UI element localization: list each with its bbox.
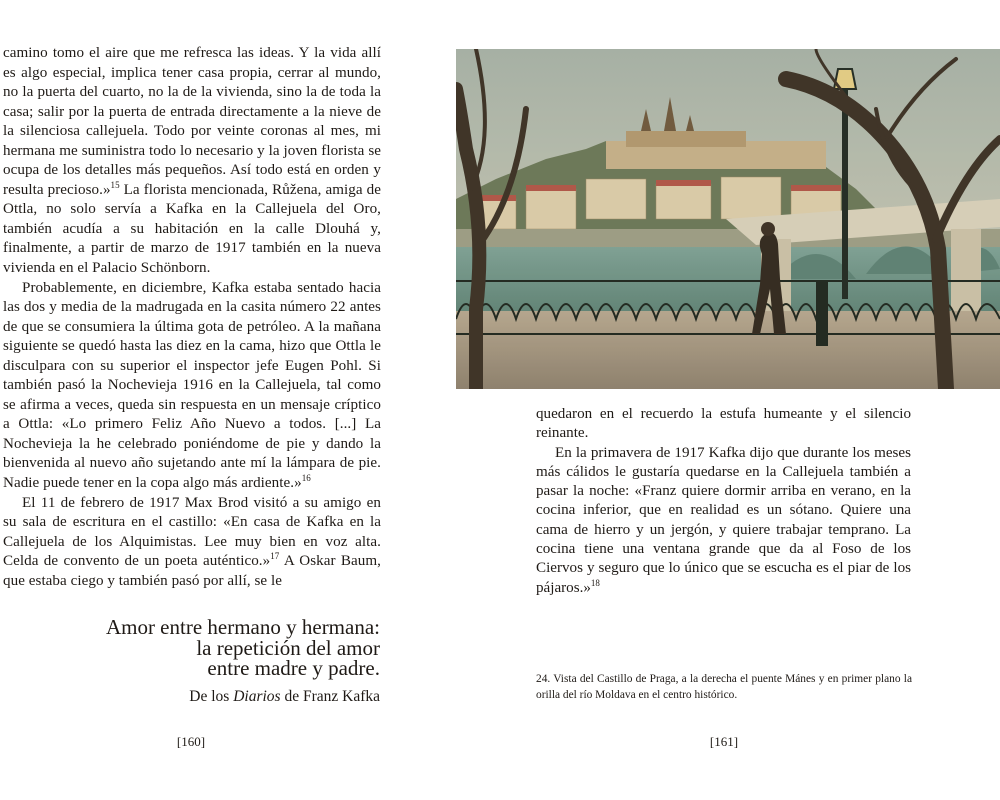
paragraph: Probablemente, en diciembre, Kafka estaba sentado hacia las dos y media de la madrugada en la casita número 22 antes de que se consumiera la última gota de petróleo. A la mañana siguiente se quedó hasta las diez en la cama, hizo que Ottla le disculpara con su superior el inspector jefe Eugen Pohl. Si también pasó la Nochevieja 1916 en la Callejuela, tal como se afirma a veces, queda sin respuesta en un mensaje críptico a Ottla: «Lo primero Feliz Año Nuevo a todos. [...] La Nochevieja la he celebrado poniéndome de pie y dando la bienvenida al nuevo año sujetando ante mí la lámpara de pie. Nadie puede tener en la copa algo más ardiente.»$^{16}$ <box>3 279 381 492</box>
page-number-left: [160] <box>176 734 206 749</box>
footnote-ref[interactable]: 17 <box>270 551 280 562</box>
quote-line: Amor entre hermano y hermana: <box>105 615 380 639</box>
footnote-ref[interactable]: 15 <box>110 179 120 190</box>
paragraph: En la primavera de 1917 Kafka dijo que durante los meses más cálidos le gustaría quedarse en la Callejuela también a pasar la noche: «Franz quiere dormir arriba en verano, en la cocina inferior, que en realidad es un sótano. Quiere una cama de hierro y un jergón, y quiere trabajar temprano. La cocina tiene una ventana grande que da al Foso de los Ciervos y seguro que lo único que se escucha es el piar de los pájaros.»$^{18}$ <box>536 444 911 596</box>
pull-quote <box>50 617 380 706</box>
paragraph: camino tomo el aire que me refresca las ideas. Y la vida allí es algo especial, implica tener casa propia, cerrar al mundo, no la puerta del cuarto, no la de la vivienda, sino la de toda la casa; salir por la puerta de entrada directamente a la nieve de la silenciosa callejuela. Todo por veinte coronas al mes, mi hermana me suministra todo lo necesario y la joven florista se ocupa de los detalles más pequeños. Así todo está en orden y resulta precioso.»$^{15}$ La florista mencionada, Růžena, amiga de Ottla, no solo servía a Kafka en la Callejuela del Oro, también acudía a su habitación en la calle Dlouhá y, finalmente, a partir de marzo de 1917 también en la nueva vivienda en el Palacio Schönborn. <box>3 45 381 277</box>
left-body-text <box>3 44 381 591</box>
right-page <box>500 0 1000 800</box>
footnote-ref[interactable]: 16 <box>301 473 311 484</box>
page-number-right: [161] <box>709 734 739 749</box>
paragraph: quedaron en el recuerdo la estufa humeante y el silencio reinante. <box>536 406 911 442</box>
quote-source: De los Diarios de Franz Kafka <box>189 687 380 705</box>
quote-line: entre madre y padre. <box>207 656 380 680</box>
paragraph: El 11 de febrero de 1917 Max Brod visitó a su amigo en su sala de escritura en el castillo: «En casa de Kafka en la Callejuela de los Alquimistas. Lee muy bien en voz alta. Celda de convento de un poeta auténtico.»$^{17}$ A Oskar Baum, que estaba ciego y también pasó por allí, se le <box>3 494 381 589</box>
quote-line: la repetición del amor <box>196 635 380 660</box>
prague-castle-photo <box>456 49 1000 389</box>
footnote-ref[interactable]: 18 <box>590 577 600 588</box>
figure-caption: 24. Vista del Castillo de Praga, a la derecha el puente Mánes y en primer plano la orilla del río Moldava en el centro histórico. <box>536 673 912 701</box>
right-body-text <box>536 405 911 598</box>
